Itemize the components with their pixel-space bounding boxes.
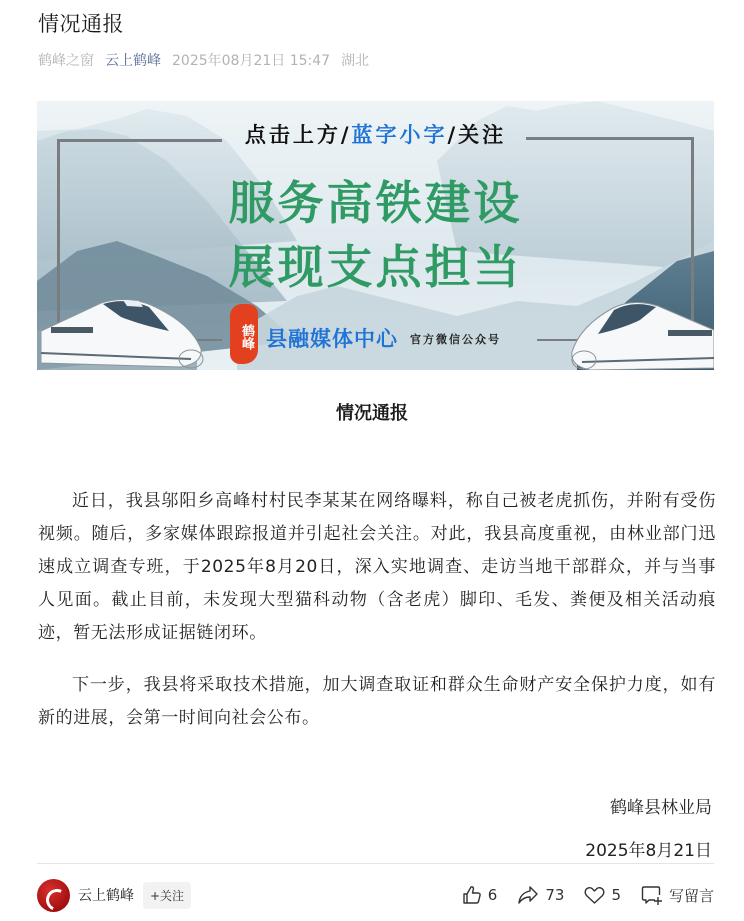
signature-organization: 鹤峰县林业局 (610, 798, 712, 818)
banner-slogan-line2: 展现支点担当 (228, 240, 523, 294)
source-label: 鹤峰之窗 (38, 53, 94, 69)
high-speed-train-right-icon (568, 296, 714, 370)
account-avatar[interactable] (37, 879, 70, 912)
media-center-subtitle: 官方微信公众号 (410, 333, 501, 346)
engagement-actions (442, 885, 714, 906)
high-speed-train-left-icon (41, 291, 211, 370)
publish-datetime: 2025年08月21日 15:47 (172, 53, 331, 69)
banner-slogan-line1: 服务高铁建设 (228, 176, 523, 230)
footer-account-name[interactable]: 云上鹤峰 (78, 888, 134, 904)
banner-follow-prompt (37, 119, 714, 149)
account-link[interactable]: 云上鹤峰 (105, 53, 161, 69)
signature-date: 2025年8月21日 (585, 841, 712, 861)
like-button[interactable] (462, 885, 498, 905)
share-arrow-icon (517, 885, 539, 905)
comment-add-icon (641, 885, 663, 906)
write-comment-button[interactable] (641, 885, 714, 906)
share-button[interactable] (517, 885, 564, 905)
follow-blue-text: 蓝字小字 (351, 123, 448, 147)
thumbs-up-icon (462, 885, 482, 905)
write-comment-label: 写留言 (668, 886, 714, 905)
favorite-button[interactable] (584, 886, 621, 905)
hefeng-seal-logo: 鹤峰 (230, 304, 258, 364)
location-label: 湖北 (341, 53, 370, 69)
follow-suffix: /关注 (447, 123, 507, 147)
follow-prefix: 点击上方/ (244, 123, 352, 147)
article-meta (38, 50, 369, 70)
media-center-name: 县融媒体中心 (266, 327, 398, 351)
favorite-count: 5 (611, 886, 621, 904)
like-count: 6 (487, 886, 498, 904)
heart-icon (584, 886, 605, 905)
follow-button[interactable]: +关注 (143, 882, 191, 909)
body-paragraph: 下一步，我县将采取技术措施，加大调查取证和群众生命财产安全保护力度，如有新的进展，会第一时间向社会公布。 (38, 675, 716, 728)
share-count: 73 (545, 886, 565, 904)
section-heading: 情况通报 (336, 403, 408, 424)
article-footer-bar (37, 878, 714, 912)
footer-divider (37, 863, 714, 864)
article-title: 情况通报 (38, 12, 124, 36)
header-banner-image (37, 101, 714, 370)
body-paragraph: 近日，我县邬阳乡高峰村村民李某某在网络曝料，称自己被老虎抓伤，并附有受伤视频。随后，多家媒体跟踪报道并引起社会关注。对此，我县高度重视，由林业部门迅速成立调查专班，于2025年8月20日，深入实地调查、走访当地干部群众，并与当事人见面。截止目前，未发现大型猫科动物（含老虎）脚印、毛发、粪便及相关活动痕迹，暂无法形成证据链闭环。 (38, 491, 716, 643)
